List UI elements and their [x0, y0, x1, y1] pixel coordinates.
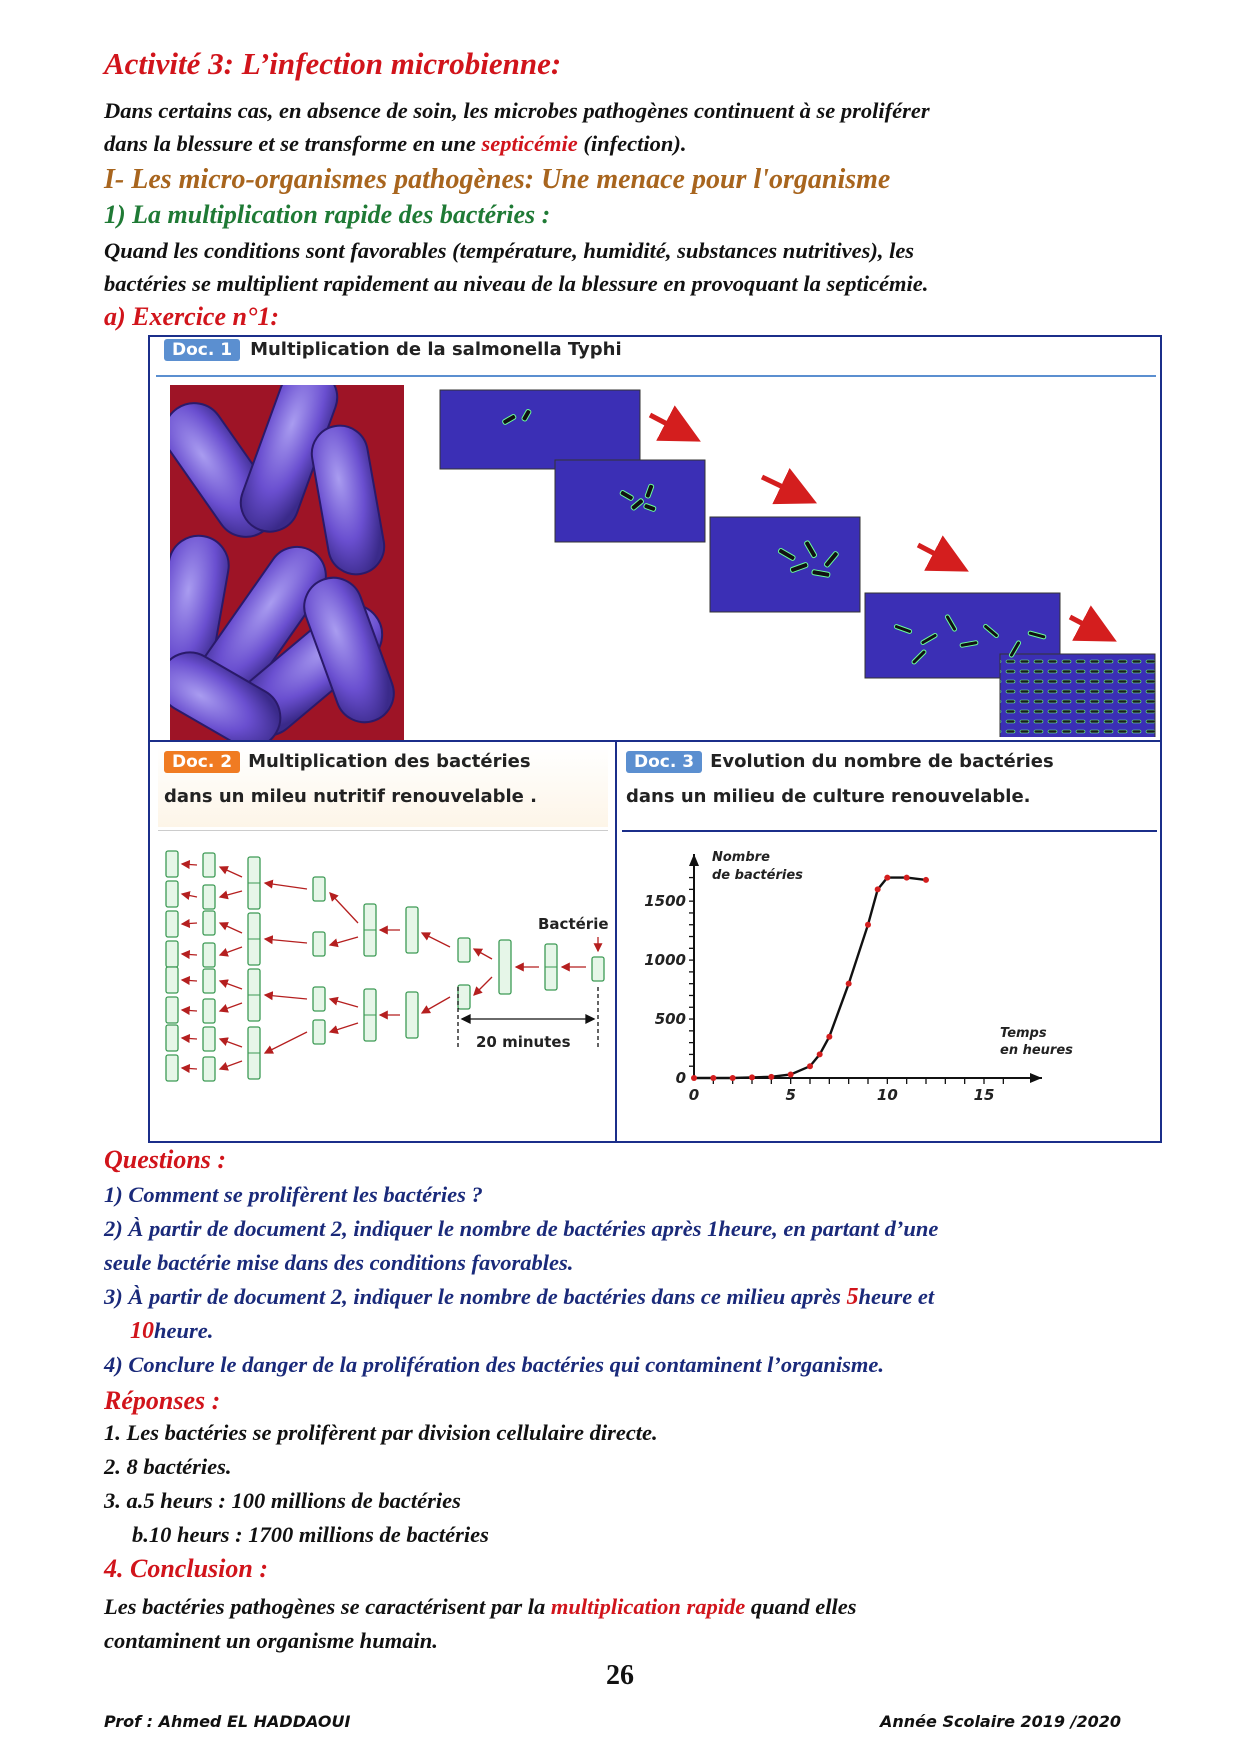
section-heading: I- Les micro-organismes pathogènes: Une menace pour l'organisme	[104, 164, 891, 195]
data-point	[730, 1075, 736, 1081]
bacteria-growth-chart	[622, 834, 1157, 1142]
data-point	[807, 1063, 813, 1069]
time-interval-label: 20 minutes	[476, 1033, 571, 1051]
doc2-header	[158, 747, 608, 827]
y-tick-label: 0	[675, 1069, 686, 1087]
doc-divider-vertical	[615, 742, 617, 1143]
doc-divider-horizontal	[150, 740, 1160, 742]
data-point	[691, 1075, 697, 1081]
doc2-title-line-1: Multiplication des bactéries	[248, 751, 531, 772]
x-axis-arrow	[1030, 1073, 1042, 1083]
data-point	[846, 981, 852, 987]
question-2-line-2: seule bactérie mise dans des conditions favorables.	[104, 1250, 574, 1275]
y-tick-label: 1500	[644, 892, 686, 911]
intro-text-b: (infection).	[577, 131, 687, 156]
x-tick-label: 5	[785, 1086, 796, 1104]
y-axis-arrow	[689, 854, 699, 866]
growth-curve	[694, 878, 926, 1078]
conclusion-text-a: Les bactéries pathogènes se caractérisent par la	[104, 1594, 551, 1619]
data-point	[817, 1051, 823, 1057]
doc2-tag: Doc. 2	[164, 751, 240, 773]
doc1-tag: Doc. 1	[164, 339, 240, 361]
data-point	[788, 1071, 794, 1077]
x-tick-label: 15	[973, 1086, 995, 1104]
data-point	[884, 875, 890, 881]
question-3-value-5: 5	[846, 1284, 859, 1310]
y-axis-label-line-2: de bactéries	[712, 868, 803, 883]
doc3-header	[622, 747, 1157, 827]
question-3-text-b: heure et	[858, 1284, 935, 1309]
y-axis-label-line-1: Nombre	[712, 850, 770, 865]
data-point	[904, 875, 910, 881]
question-4: 4) Conclure le danger de la prolifération des bactéries qui contaminent l’organisme.	[104, 1352, 885, 1377]
question-2-line-1: 2) À partir de document 2, indiquer le nombre de bactéries après 1heure, en partant d’une	[104, 1216, 939, 1241]
conclusion-text-b: quand elles	[745, 1594, 857, 1619]
conclusion-line-1	[104, 1594, 857, 1620]
exercise-heading: a) Exercice n°1:	[104, 302, 280, 331]
question-3-value-10: 10	[130, 1318, 154, 1344]
subsection-heading: 1) La multiplication rapide des bactéries :	[104, 200, 551, 229]
y-tick-label: 1000	[644, 951, 686, 970]
answer-3a: 3. a.5 heurs : 100 millions de bactéries	[104, 1488, 461, 1513]
footer-author: Prof : Ahmed EL HADDAOUI	[104, 1712, 351, 1731]
data-point	[865, 922, 871, 928]
question-3-text-c: heure.	[154, 1318, 214, 1343]
question-1: 1) Comment se prolifèrent les bactéries ?	[104, 1182, 483, 1207]
answer-1: 1. Les bactéries se prolifèrent par division cellulaire directe.	[104, 1420, 658, 1445]
data-point	[749, 1074, 755, 1080]
question-3-line-2	[130, 1318, 213, 1345]
paragraph-line-1: Quand les conditions sont favorables (température, humidité, substances nutritives), les	[104, 238, 915, 263]
data-point	[768, 1074, 774, 1080]
answer-3b: b.10 heurs : 1700 millions de bactéries	[132, 1522, 489, 1547]
data-point	[875, 886, 881, 892]
doc2-title-line-2: dans un mileu nutritif renouvelable .	[164, 786, 537, 807]
page-number: 26	[606, 1660, 634, 1691]
conclusion-heading: 4. Conclusion :	[104, 1554, 268, 1583]
division-tree-diagram	[158, 837, 608, 1142]
conclusion-line-2: contaminent un organisme humain.	[104, 1628, 438, 1653]
answers-heading: Réponses :	[104, 1386, 221, 1415]
intro-line-1: Dans certains cas, en absence de soin, les microbes pathogènes continuent à se proliférer	[104, 98, 930, 123]
footer-year: Année Scolaire 2019 /2020	[880, 1712, 1121, 1731]
septicemie-term: septicémie	[481, 131, 578, 156]
x-tick-label: 0	[688, 1086, 700, 1104]
activity-title: Activité 3: L’infection microbienne:	[104, 46, 562, 81]
x-tick-label: 10	[876, 1086, 898, 1104]
data-point	[710, 1075, 716, 1081]
data-point	[923, 877, 929, 883]
answer-2: 2. 8 bactéries.	[104, 1454, 232, 1479]
paragraph-line-2: bactéries se multiplient rapidement au niveau de la blessure en provoquant la septicémie.	[104, 271, 929, 296]
conclusion-keyword: multiplication rapide	[550, 1594, 746, 1619]
doc1-title: Multiplication de la salmonella Typhi	[250, 339, 622, 360]
bacteria-label: Bactérie	[538, 915, 609, 933]
doc3-title-line-1: Evolution du nombre de bactéries	[710, 751, 1054, 772]
questions-heading: Questions :	[104, 1145, 227, 1174]
documents-panel	[148, 335, 1162, 1143]
doc3-header-rule	[622, 830, 1157, 832]
question-3-text-a: 3) À partir de document 2, indiquer le nombre de bactéries dans ce milieu après	[104, 1284, 847, 1309]
data-point	[826, 1034, 832, 1040]
x-axis-label-line-1: Temps	[1000, 1026, 1047, 1041]
doc3-tag: Doc. 3	[626, 751, 702, 773]
intro-text-a: dans la blessure et se transforme en une	[104, 131, 482, 156]
doc3-title-line-2: dans un milieu de culture renouvelable.	[626, 786, 1031, 807]
doc2-header-rule	[158, 830, 608, 831]
x-axis-label-line-2: en heures	[1000, 1043, 1073, 1058]
intro-line-2	[104, 131, 687, 157]
question-3-line-1	[104, 1284, 934, 1311]
y-tick-label: 500	[654, 1010, 686, 1029]
